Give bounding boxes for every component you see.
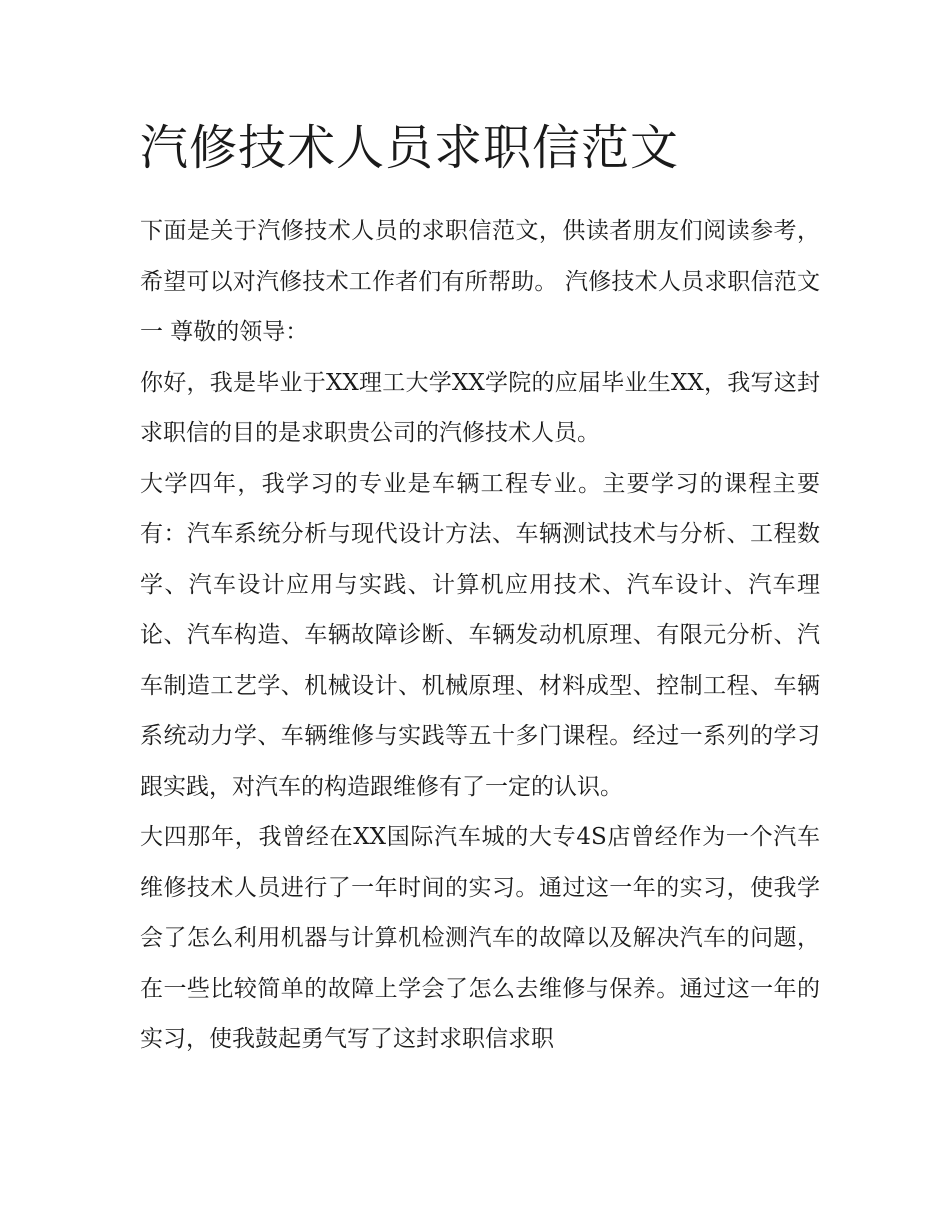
paragraph-intro: 下面是关于汽修技术人员的求职信范文，供读者朋友们阅读参考，希望可以对汽修技术工作者们有所帮助。 汽修技术人员求职信范文一 尊敬的领导： xyxy=(140,218,820,345)
paragraph-greeting: 你好，我是毕业于XX理工大学XX学院的应届毕业生XX，我写这封求职信的目的是求职贵公司的汽修技术人员。 xyxy=(140,369,820,446)
paragraph-internship: 大四那年，我曾经在XX国际汽车城的大专4S店曾经作为一个汽车维修技术人员进行了一年时间的实习。通过这一年的实习，使我学会了怎么利用机器与计算机检测汽车的故障以及解决汽车的问题，在一些比较简单的故障上学会了怎么去维修与保养。通过这一年的实习，使我鼓起勇气写了这封求职信求职 xyxy=(140,824,820,1052)
paragraph-education: 大学四年，我学习的专业是车辆工程专业。主要学习的课程主要有：汽车系统分析与现代设计方法、车辆测试技术与分析、工程数学、汽车设计应用与实践、计算机应用技术、汽车设计、汽车理论、汽车构造、车辆故障诊断、车辆发动机原理、有限元分析、汽车制造工艺学、机械设计、机械原理、材料成型、控制工程、车辆系统动力学、车辆维修与实践等五十多门课程。经过一系列的学习跟实践，对汽车的构造跟维修有了一定的认识。 xyxy=(140,470,820,800)
document-body xyxy=(140,112,820,1065)
page-title: 汽修技术人员求职信范文 xyxy=(140,120,680,176)
